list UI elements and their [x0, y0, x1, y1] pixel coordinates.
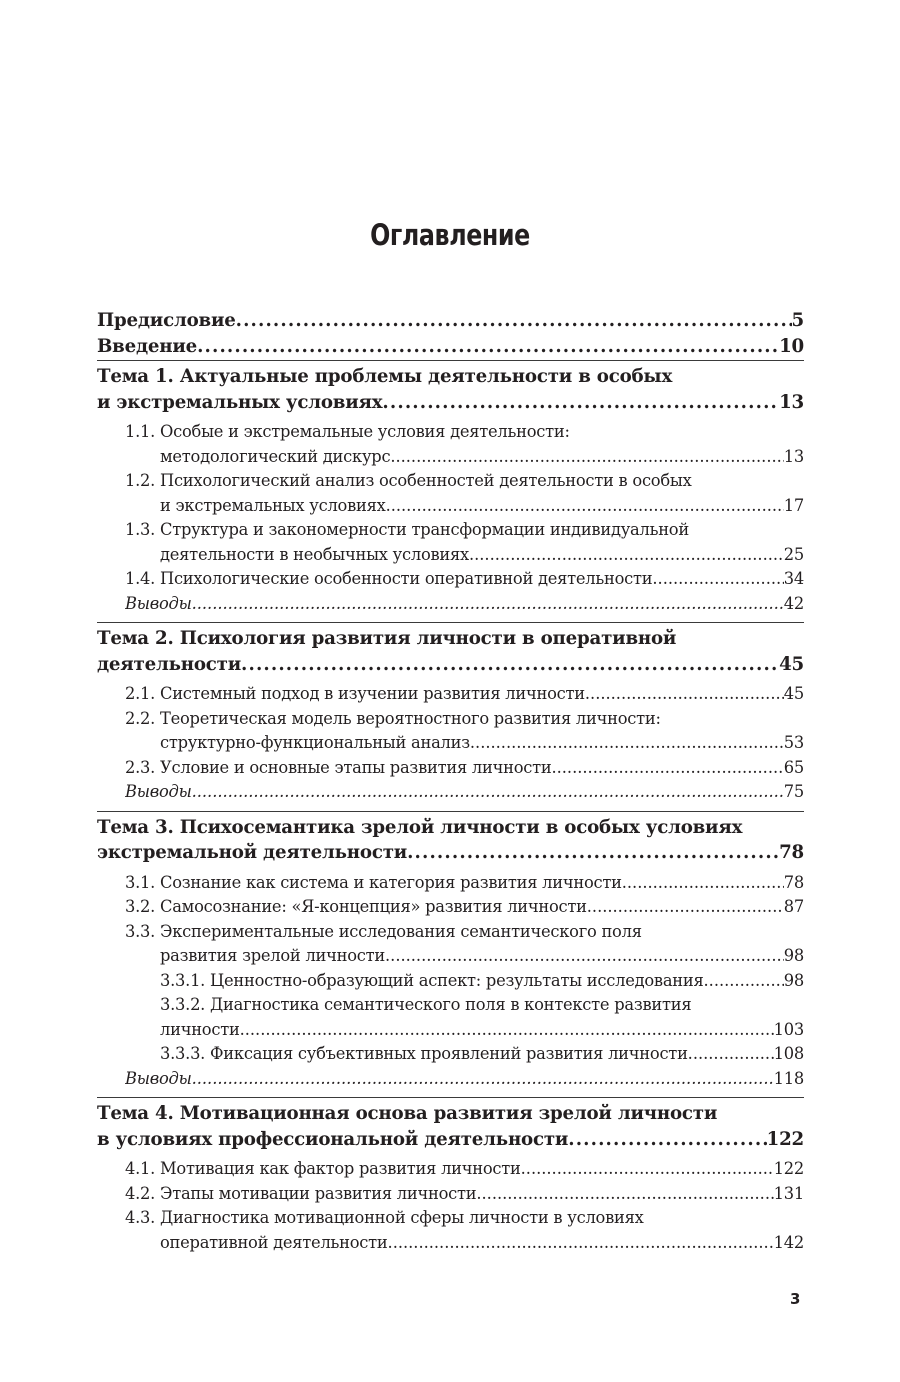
toc-entry-chapter-4[interactable] — [97, 1127, 804, 1153]
toc-entry-1-conclusions[interactable] — [97, 592, 804, 623]
toc-entry-page: 142 — [774, 1231, 804, 1256]
toc-chapter-4 — [97, 1097, 804, 1255]
toc-entry-2-2[interactable] — [97, 707, 804, 756]
chapter-title-line: в условиях профессиональной деятельности — [97, 1127, 568, 1153]
toc-entry-1-1[interactable] — [97, 420, 804, 469]
toc-chapter-1 — [97, 360, 804, 622]
chapter-title-line[interactable]: Тема 3. Психосемантика зрелой личности в особых условиях — [97, 816, 743, 838]
toc-entry-text: 4.3. Диагностика мотивационной сферы личности в условиях — [125, 1208, 644, 1227]
toc-entry-text: Выводы — [125, 592, 192, 617]
toc-entry-4-3[interactable] — [97, 1206, 804, 1255]
toc-entry-chapter-2[interactable] — [97, 652, 804, 678]
table-of-contents — [97, 305, 804, 1255]
toc-entry-text: личности — [160, 1018, 240, 1043]
toc-entry-page: 75 — [784, 780, 804, 805]
toc-entry-text: 4.2. Этапы мотивации развития личности — [125, 1182, 476, 1207]
toc-entry-1-3[interactable] — [97, 518, 804, 567]
toc-entry-preface[interactable] — [97, 308, 804, 334]
toc-entry-page: 78 — [779, 840, 804, 866]
toc-entry-3-3-3[interactable] — [97, 1042, 804, 1067]
toc-block-front — [97, 305, 804, 360]
toc-entry-3-1[interactable] — [97, 871, 804, 896]
toc-entry-text: Предисловие — [97, 308, 236, 334]
toc-entry-4-2[interactable] — [97, 1182, 804, 1207]
toc-entry-page: 45 — [784, 682, 804, 707]
toc-entry-chapter-3[interactable] — [97, 840, 804, 866]
toc-entry-3-conclusions[interactable] — [97, 1067, 804, 1098]
page-number: 3 — [790, 1290, 801, 1308]
chapter-title-line: деятельности — [97, 652, 241, 678]
toc-entry-page: 5 — [792, 308, 804, 334]
toc-entry-page: 78 — [784, 871, 804, 896]
toc-entry-text: оперативной деятельности — [160, 1231, 388, 1256]
toc-entry-page: 53 — [784, 731, 804, 756]
toc-entry-page: 131 — [774, 1182, 804, 1207]
toc-entry-text: 2.1. Системный подход в изучении развития личности — [125, 682, 585, 707]
toc-entry-text: Выводы — [125, 780, 192, 805]
toc-entry-text: деятельности в необычных условиях — [160, 543, 469, 568]
toc-entry-text: 1.2. Психологический анализ особенностей деятельности в особых — [125, 471, 692, 490]
toc-entry-page: 87 — [784, 895, 804, 920]
toc-entry-text: 3.3.1. Ценностно-образующий аспект: результаты исследования — [160, 969, 704, 994]
toc-entry-page: 45 — [779, 652, 804, 678]
toc-entry-1-2[interactable] — [97, 469, 804, 518]
toc-entry-3-3-1[interactable] — [97, 969, 804, 994]
toc-entry-text: развития зрелой личности — [160, 944, 385, 969]
toc-entry-page: 122 — [767, 1127, 804, 1153]
toc-chapter-2 — [97, 622, 804, 811]
toc-chapter-3 — [97, 811, 804, 1098]
toc-entry-text: 2.3. Условие и основные этапы развития личности — [125, 756, 551, 781]
toc-entry-text: Выводы — [125, 1067, 192, 1092]
toc-entry-text: 3.3.2. Диагностика семантического поля в контексте развития — [160, 995, 692, 1014]
toc-entry-text: 3.3. Экспериментальные исследования семантического поля — [125, 921, 642, 941]
toc-entry-text: 1.4. Психологические особенности оперативной деятельности — [125, 567, 652, 592]
toc-entry-intro[interactable] — [97, 334, 804, 360]
toc-entry-page: 103 — [774, 1018, 804, 1043]
toc-entry-text: 1.3. Структура и закономерности трансформации индивидуальной — [125, 520, 689, 539]
chapter-title-line: и экстремальных условиях — [97, 390, 382, 416]
toc-entry-text: методологический дискурс — [160, 445, 390, 470]
toc-entry-page: 42 — [784, 592, 804, 617]
toc-entry-text: 4.1. Мотивация как фактор развития личности — [125, 1157, 521, 1182]
toc-entry-page: 17 — [784, 494, 804, 519]
toc-entry-text: 3.2. Самосознание: «Я-концепция» развития личности — [125, 895, 587, 920]
chapter-title-line[interactable]: Тема 2. Психология развития личности в оперативной — [97, 628, 677, 649]
toc-entry-page: 122 — [774, 1157, 804, 1182]
toc-entry-page: 13 — [784, 445, 804, 470]
toc-entry-3-3-2[interactable] — [97, 993, 804, 1042]
toc-entry-text: структурно-функциональный анализ — [160, 731, 470, 756]
toc-entry-page: 98 — [784, 969, 804, 994]
toc-entry-chapter-1[interactable] — [97, 390, 804, 416]
toc-entry-2-1[interactable] — [97, 682, 804, 707]
toc-entry-3-3[interactable] — [97, 920, 804, 969]
toc-entry-text: Введение — [97, 334, 197, 360]
chapter-title-line: экстремальной деятельности — [97, 840, 407, 866]
toc-entry-page: 25 — [784, 543, 804, 568]
page-title: Оглавление — [370, 218, 530, 252]
chapter-title-line[interactable]: Тема 4. Мотивационная основа развития зрелой личности — [97, 1103, 718, 1124]
toc-entry-text: 1.1. Особые и экстремальные условия деятельности: — [125, 422, 570, 441]
toc-entry-page: 118 — [774, 1067, 804, 1092]
toc-entry-page: 65 — [784, 756, 804, 781]
toc-entry-text: 3.1. Сознание как система и категория развития личности — [125, 871, 622, 896]
toc-entry-1-4[interactable] — [97, 567, 804, 592]
toc-entry-2-conclusions[interactable] — [97, 780, 804, 811]
chapter-title-line[interactable]: Тема 1. Актуальные проблемы деятельности в особых — [97, 366, 673, 387]
toc-entry-text: и экстремальных условиях — [160, 494, 386, 519]
toc-entry-3-2[interactable] — [97, 895, 804, 920]
toc-entry-text: 3.3.3. Фиксация субъективных проявлений развития личности — [160, 1042, 688, 1067]
toc-entry-page: 98 — [784, 944, 804, 969]
toc-entry-4-1[interactable] — [97, 1157, 804, 1182]
toc-entry-text: 2.2. Теоретическая модель вероятностного развития личности: — [125, 708, 661, 728]
toc-entry-page: 13 — [779, 390, 804, 416]
toc-entry-page: 34 — [784, 567, 804, 592]
toc-entry-page: 108 — [774, 1042, 804, 1067]
toc-entry-2-3[interactable] — [97, 756, 804, 781]
toc-entry-page: 10 — [779, 334, 804, 360]
